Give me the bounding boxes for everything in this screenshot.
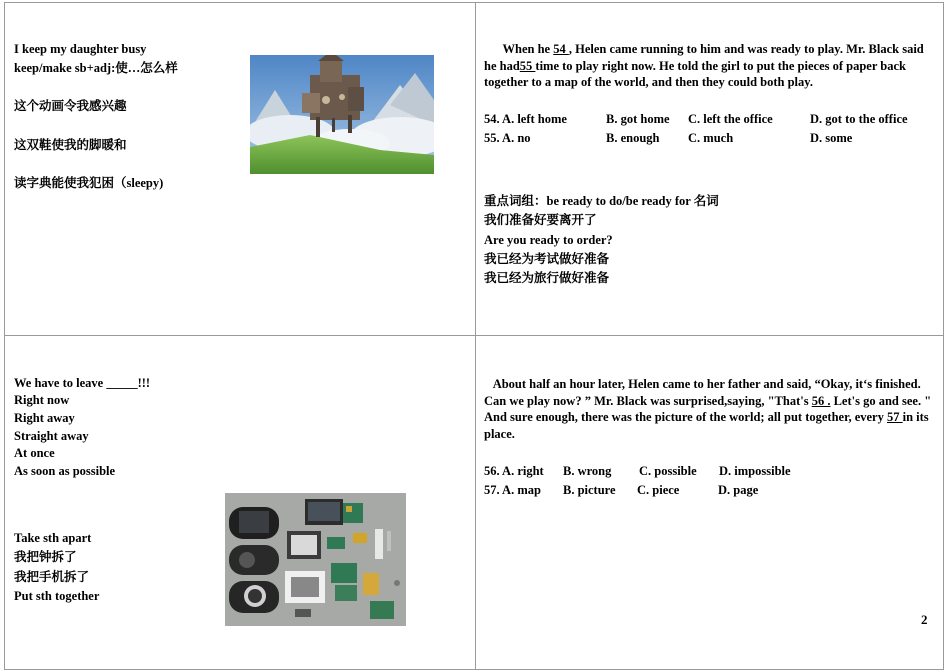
option-57-b: B. picture: [563, 483, 616, 497]
disassembled-console-image: [225, 493, 406, 626]
option-56-b: B. wrong: [563, 464, 612, 478]
passage-indent: [484, 42, 503, 56]
passage-text-3: time to play right now. He told the girl to put the pieces of paper back together to a map of the world, and then they could both play.: [484, 58, 906, 89]
blank-54: 54: [553, 42, 569, 56]
option-55-d: D. some: [810, 131, 853, 145]
passage-text-1: About half an hour later, Helen came to her father and said, “Okay, it‘s finished. Can we play now? ” Mr. Black was surprised,saying, "That's: [484, 377, 921, 408]
blank-57: 57: [887, 410, 903, 424]
option-54-d: D. got to the office: [810, 112, 908, 126]
horizontal-divider: [4, 335, 944, 336]
option-54-c: C. left the office: [688, 112, 773, 126]
q3-line-5: At once: [14, 446, 55, 460]
passage-56-57: [484, 376, 934, 442]
q3-line-7: Take sth apart: [14, 531, 92, 545]
passage-text-2: , Helen came running to him and was ready to play. Mr. Black said he had: [484, 42, 924, 73]
q3-line-9: 我把手机拆了: [14, 570, 90, 584]
q3-line-10: Put sth together: [14, 589, 100, 603]
option-54-b: B. got home: [606, 112, 670, 126]
option-56-a: 56. A. right: [484, 464, 544, 478]
moving-castle-image: [250, 55, 434, 174]
q1-line-3: 这个动画令我感兴趣: [14, 99, 127, 113]
passage-indent: [484, 377, 493, 391]
vocab-line-5: 我已经为旅行做好准备: [484, 271, 610, 285]
passage-text-3: in its place.: [484, 410, 929, 441]
option-57-d: D. page: [718, 483, 759, 497]
blank-56: 56 .: [811, 393, 831, 408]
blank-55: 55: [519, 58, 536, 73]
q1-line-4: 这双鞋使我的脚暖和: [14, 138, 127, 152]
option-54-a: 54. A. left home: [484, 112, 567, 126]
page-number: 2: [921, 612, 928, 627]
page-frame: [4, 2, 944, 670]
q3-line-1: We have to leave _____!!!: [14, 376, 151, 390]
q3-line-4: Straight away: [14, 429, 89, 443]
option-56-d: D. impossible: [719, 464, 791, 478]
option-55-b: B. enough: [606, 131, 660, 145]
vocab-line-3: Are you ready to order?: [484, 233, 613, 247]
q3-line-3: Right away: [14, 411, 75, 425]
vertical-divider: [475, 2, 476, 670]
vocab-line-1: 重点词组：be ready to do/be ready for 名词: [484, 194, 719, 208]
passage-text-2: Let's go and see. " And sure enough, there was the picture of the world; all put together, every: [484, 393, 932, 424]
q1-line-5: 读字典能使我犯困（sleepy): [14, 176, 164, 190]
option-57-c: C. piece: [637, 483, 680, 497]
vocab-line-4: 我已经为考试做好准备: [484, 252, 610, 266]
q1-line-1: I keep my daughter busy: [14, 42, 147, 56]
option-56-c: C. possible: [639, 464, 697, 478]
option-55-c: C. much: [688, 131, 734, 145]
passage-text-1: When he: [502, 42, 554, 56]
option-57-a: 57. A. map: [484, 483, 541, 497]
q1-line-2: keep/make sb+adj:使…怎么样: [14, 61, 178, 75]
q3-line-6: As soon as possible: [14, 464, 116, 478]
option-55-a: 55. A. no: [484, 131, 531, 145]
q3-line-8: 我把钟拆了: [14, 550, 77, 564]
q3-line-2: Right now: [14, 393, 70, 407]
passage-54-55: [484, 41, 934, 91]
vocab-line-2: 我们准备好要离开了: [484, 213, 597, 227]
